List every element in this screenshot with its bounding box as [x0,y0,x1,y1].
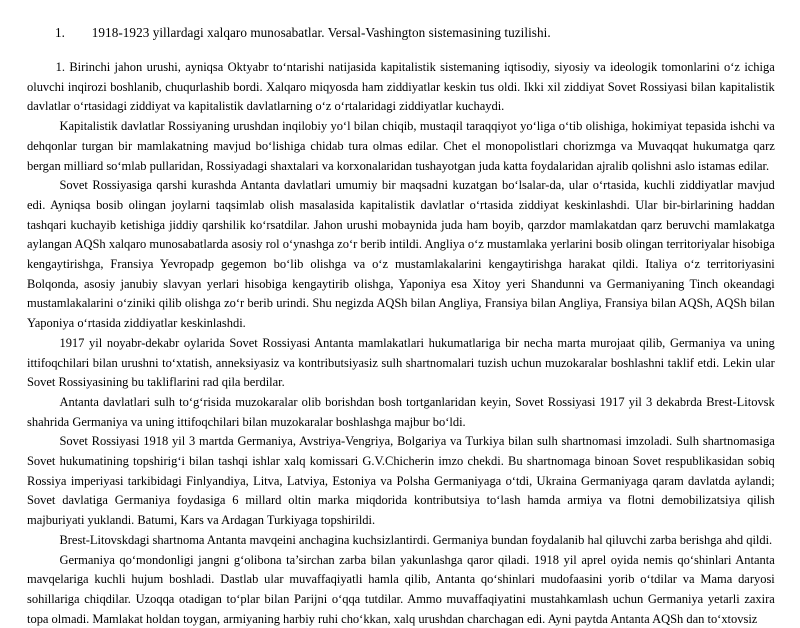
paragraph-7: Brest-Litovskdagi shartnoma Antanta mavqeini anchagina kuchsizlantirdi. Germaniya bundan foydalanib hal qiluvchi zarba berishga ahd qildi. [59,531,773,547]
paragraph-3: Sovet Rossiyasiga qarshi kurashda Antanta davlatlari umumiy bir maqsadni kuzatgan bo‘lsalar-da, ular o‘rtasida, kuchli ziddiyatlar mavjud edi. Ayniqsa bosib olingan joylarni taqsimlab olish masalasida kapitalistik davlatlar o‘rtasida ziddiyat keskinlashdi. Ular bir-birlarining haddan tashqari kuchayib ketishiga jiddiy qarshilik ko‘rsatdilar. Jahon urushi mobaynida juda ham boyib, qarzdor mamlakatdan qarz beruvchi mamlakatga aylangan AQSh xalqaro munosabatlarda asosiy rol o‘ynashga zo‘r berib intildi. Angliya o‘z mustamlaka yerlarini bosib olingan territoriyalar hisobiga kengaytirishga, Fransiya Yevropadp gegemon bo‘lib olishga va o‘z mustamlakalarini kengaytirishga harakat qildi. Italiya o‘z territoriyasini Bolqonda, asosiy janubiy slavyan yerlari hisobiga kengaytirib olishga, Yaponiya esa Xitoy yeri Shandunni va Germaniyaning Tinch okeandagi mustamlakalarini o‘ziniki qilib olishga zo‘r berib urindi. Shu negizda AQSh bilan Angliya, Fransiya bilan Angliya, Fransiya bilan AQSh, AQSh bilan Yaponiya o‘rtasida ziddiyatlar keskinlashdi. [27,177,775,331]
paragraph-5: Antanta davlatlari sulh to‘g‘risida muzokaralar olib borishdan bosh tortganlaridan keyin, Sovet Rossiyasi 1917 yil 3 dekabrda Brest-Litovsk shahrida Germaniya va uning ittifoqchilari bilan muzokaralar boshlashga majbur bo‘ldi. [27,393,775,429]
page-title: 1. 1918-1923 yillardagi xalqaro munosabatlar. Versal-Vashington sistemasining tuzilishi. [55,25,551,40]
paragraph-2: Kapitalistik davlatlar Rossiyaning urushdan inqilobiy yo‘l bilan chiqib, mustaqil taraqqiyot yo‘liga o‘tib olishiga, hokimiyat tepasida ishchi va dehqonlar turgan bir mamlakatning mavjud bo‘lishiga chidab tura olmas edilar. Chet el monopolistlari chorizmga va Muvaqqat hukumatga qarz bergan milliard so‘mlab pullaridan, Rossiyadagi shaxtalari va korxonalaridan tushayotgan juda katta foydalaridan ajralib qolishni aslo istamas edilar. [27,118,775,173]
paragraph-4: 1917 yil noyabr-dekabr oylarida Sovet Rossiyasi Antanta mamlakatlari hukumatlariga bir necha marta murojaat qilib, Germaniya va uning ittifoqchilari bilan urushni to‘xtatish, anneksiyasiz va kontributsiyasiz sulh shartnomalari tuzish uchun muzokaralar boshlashni taklif etdi. Lekin ular Sovet Rossiyasining bu takliflarini rad qila berdilar. [27,334,775,390]
paragraph-6: Sovet Rossiyasi 1918 yil 3 martda Germaniya, Avstriya-Vengriya, Bolgariya va Turkiya bilan sulh shartnomasi imzoladi. Sulh shartnomasiga Sovet hukumatining topshirig‘i bilan tashqi ishlar xalq komissari G.V.Chicherin imzo chekdi. Bu shartnomaga binoan Sovet respublikasidan sobiq Rossiya imperiyasi tarkibidagi Finlyandiya, Litva, Latviya, Estoniya va Polsha Germaniyaga o‘tdi, Ukraina Germaniyaga qaram davlatda aylandi; Sovet davlatiga Germaniya foydasiga 6 millard oltin marka miqdorida kontributsiya to‘lash hamda armiya va flotni demobilizatsiya qilish majburiyati yuklandi. Batumi, Kars va Ardagan Turkiyaga topshirildi. [27,433,775,528]
document-body [27,57,775,628]
paragraph-1: 1. Birinchi jahon urushi, ayniqsa Oktyabr to‘ntarishi natijasida kapitalistik sistemaning iqtisodiy, siyosiy va ideologik tomonlarini o‘z ichiga oluvchi inqirozi boshlanib, chuqurlashib bordi. Xalqaro miqyosda ham ziddiyatlar keskin tus oldi. Ikki xil ziddiyat Sovet Rossiyasi bilan kapitalistik davlatlar o‘rtasidagi ziddiyat va kapitalistik davlatlarning o‘z o‘rtalaridagi ziddiyatlar kuchaydi. [27,59,775,114]
paragraph-8: Germaniya qo‘mondonligi jangni g‘olibona ta’sirchan zarba bilan yakunlashga qaror qiladi. 1918 yil aprel oyida nemis qo‘shinlari Antanta mavqelariga kuchli hujum boshladi. Dastlab ular muvaffaqiyatli hamla qilib, Antanta qo‘shinlari mudofaasini yorib o‘tdilar va Mama daryosi sohillariga chiqdilar. Uzoqqa otadigan to‘plar bilan Parijni o‘qqa tutdilar. Ammo muvaffaqiyatini mustahkamlash uchun Germaniya yetarli zaxira topa olmadi. Mamlakat holdan toygan, armiyaning harbiy ruhi cho‘kkan, xalq urushdan charchagan edi. Ayni paytda Antanta AQSh dan to‘xtovsiz [27,551,775,626]
